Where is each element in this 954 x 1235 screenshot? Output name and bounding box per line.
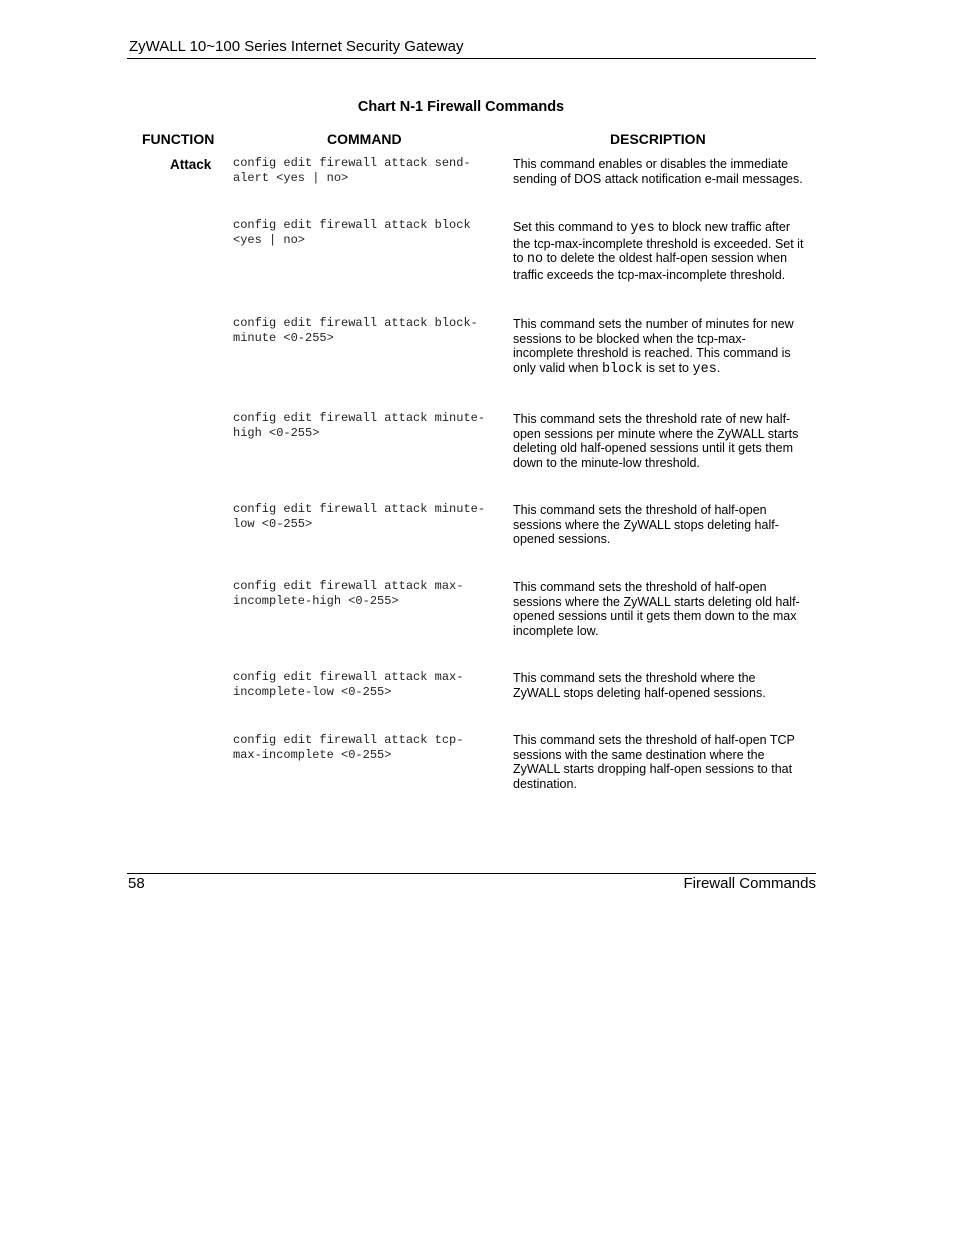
command-line: config edit firewall attack send- (233, 156, 471, 170)
command-line: config edit firewall attack tcp- (233, 733, 464, 747)
inline-code: yes (630, 221, 655, 236)
description-text: This command sets the threshold of half-open sessions where the ZyWALL stops deleting half-opened sessions. (513, 503, 779, 546)
command-line: minute <0-255> (233, 330, 334, 345)
command-syntax (233, 502, 503, 531)
command-line: high <0-255> (233, 425, 320, 440)
column-header-description: DESCRIPTION (610, 131, 706, 147)
command-syntax (233, 411, 503, 440)
description-text: . (716, 360, 721, 375)
command-description (513, 733, 805, 791)
column-header-command: COMMAND (327, 131, 402, 147)
command-description (513, 157, 805, 186)
command-description (513, 671, 805, 700)
footer-section-title: Firewall Commands (683, 875, 816, 892)
chart-title: Chart N-1 Firewall Commands (357, 99, 565, 115)
command-line: config edit firewall attack block (233, 218, 471, 232)
command-line: alert <yes | no> (233, 170, 349, 185)
description-text: Set this command to (513, 220, 631, 234)
description-text: This command sets the threshold of half-open sessions where the ZyWALL starts deleting old half-opened sessions until it gets them down to the max incomplete low. (513, 580, 800, 638)
command-line: config edit firewall attack max- (233, 579, 464, 593)
description-text: This command sets the threshold of half-open TCP sessions with the same destination where the ZyWALL starts dropping half-open sessions to that destination. (513, 733, 795, 791)
command-syntax (233, 316, 503, 345)
description-text: to block new traffic after the tcp-max-incomplete threshold is exceeded. Set it to (513, 220, 804, 265)
command-description (513, 503, 805, 547)
command-syntax (233, 670, 503, 699)
footer-rule (127, 873, 816, 874)
command-line: incomplete-low <0-255> (233, 684, 392, 699)
command-syntax (233, 156, 503, 185)
column-header-function: FUNCTION (142, 131, 215, 147)
command-syntax (233, 218, 503, 247)
function-label: Attack (170, 157, 212, 172)
header-rule (127, 58, 816, 59)
command-description (513, 317, 805, 377)
description-text: This command sets the threshold where the ZyWALL stops deleting half-opened sessions. (513, 671, 766, 700)
description-text: to delete the oldest half-open session when traffic exceeds the tcp-max-incomplete threshold. (513, 251, 788, 282)
inline-code: no (526, 252, 544, 267)
command-line: config edit firewall attack minute- (233, 411, 486, 425)
command-line: low <0-255> (233, 516, 313, 531)
footer-page-number: 58 (128, 875, 145, 892)
inline-code: block (601, 361, 643, 377)
description-text: This command sets the threshold rate of new half-open sessions per minute where the ZyWALL starts deleting old half-opened sessions until it gets them down to the minute-low threshold. (513, 412, 799, 470)
command-syntax (233, 579, 503, 608)
command-line: <yes | no> (233, 232, 306, 247)
command-line: config edit firewall attack minute- (233, 502, 486, 516)
command-line: config edit firewall attack max- (233, 670, 464, 684)
command-description (513, 412, 805, 470)
description-text: This command sets the number of minutes for new sessions to be blocked when the tcp-max-incomplete threshold is reached. This command is only valid when (513, 317, 794, 375)
page-header-title: ZyWALL 10~100 Series Internet Security Gateway (129, 38, 464, 55)
command-description (513, 580, 805, 638)
command-line: max-incomplete <0-255> (233, 747, 392, 762)
description-text: is set to (642, 360, 693, 375)
inline-code: yes (692, 361, 717, 377)
command-description (513, 220, 805, 282)
description-text: This command enables or disables the immediate sending of DOS attack notification e-mail messages. (513, 157, 803, 186)
command-line: config edit firewall attack block- (233, 316, 478, 330)
command-line: incomplete-high <0-255> (233, 593, 399, 608)
command-syntax (233, 733, 503, 762)
